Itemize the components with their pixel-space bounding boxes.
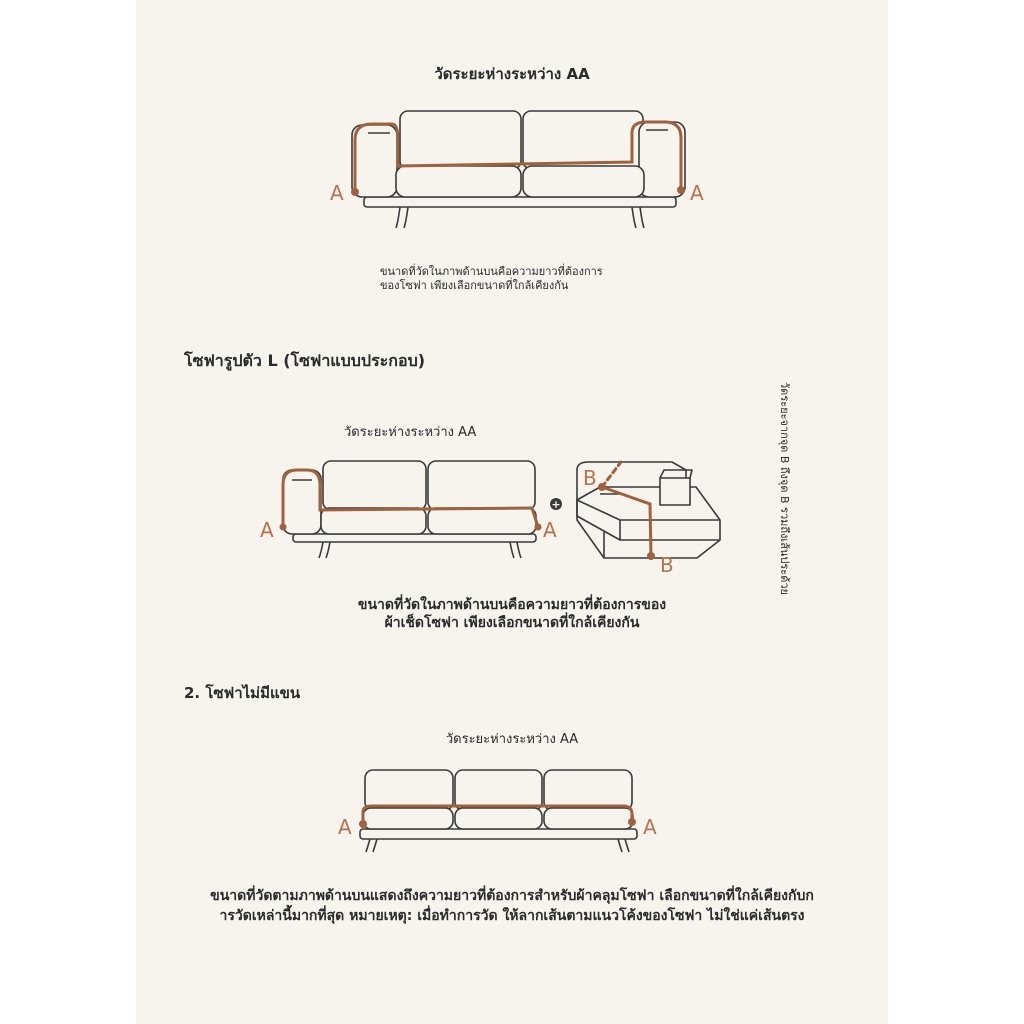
point-b-dot xyxy=(598,483,606,491)
point-b-label: B xyxy=(583,466,597,490)
section1-note-line1: ขนาดที่วัดในภาพด้านบนคือความยาวที่ต้องการ xyxy=(380,265,603,278)
l-sofa-chaise-measure-line xyxy=(602,462,651,556)
section2-heading: โซฟารูปตัว L (โซฟาแบบประกอบ) xyxy=(184,351,426,370)
point-a-dot xyxy=(280,524,287,531)
point-a-dot xyxy=(351,188,359,196)
sofa-with-arms-diagram xyxy=(352,111,685,228)
point-a-dot xyxy=(535,524,542,531)
point-a-label: A xyxy=(338,815,352,839)
section2-note-line2: ผ้าเช็ดโซฟา เพียงเลือกขนาดที่ใกล้เคียงกัน xyxy=(384,615,640,631)
point-a-label: A xyxy=(543,518,557,542)
section1-title: วัดระยะห่างระหว่าง AA xyxy=(434,65,590,83)
point-a-dot xyxy=(628,818,636,826)
point-a-dot xyxy=(359,820,367,828)
section1-note-line2: ของโซฟา เพียงเลือกขนาดที่ใกล้เคียงกัน xyxy=(380,279,569,292)
plus-sign: + xyxy=(551,498,561,511)
section3-title: วัดระยะห่างระหว่าง AA xyxy=(445,732,579,747)
point-b-label: B xyxy=(660,553,674,577)
point-b-dot xyxy=(647,552,655,560)
point-a-dot xyxy=(677,186,685,194)
l-sofa-chaise-diagram xyxy=(577,462,720,558)
point-a-label: A xyxy=(690,181,704,205)
section3-note-line1: ขนาดที่วัดตามภาพด้านบนแสดงถึงความยาวที่ต้องการสำหรับผ้าคลุมโซฟา เลือกขนาดที่ใกล้เคียงกับก xyxy=(210,888,814,904)
section3-heading: 2. โซฟาไม่มีแขน xyxy=(184,684,301,702)
section3-note-line2: ารวัดเหล่านี้มากที่สุด หมายเหตุ: เมื่อทำการวัด ให้ลากเส้นตามแนวโค้งของโซฟา ไม่ใช่แค่เส้นตรง xyxy=(219,908,805,924)
side-note-text: วัดระยะจากจุด B ถึงจุด B รวมถึงเส้นประด้วย xyxy=(778,382,791,595)
point-a-label: A xyxy=(260,518,274,542)
point-a-label: A xyxy=(643,815,657,839)
section2-title: วัดระยะห่างระหว่าง AA xyxy=(344,425,477,440)
point-a-label: A xyxy=(330,181,344,205)
armless-sofa-diagram xyxy=(360,770,637,852)
section2-note-line1: ขนาดที่วัดในภาพด้านบนคือความยาวที่ต้องการของ xyxy=(357,597,667,613)
